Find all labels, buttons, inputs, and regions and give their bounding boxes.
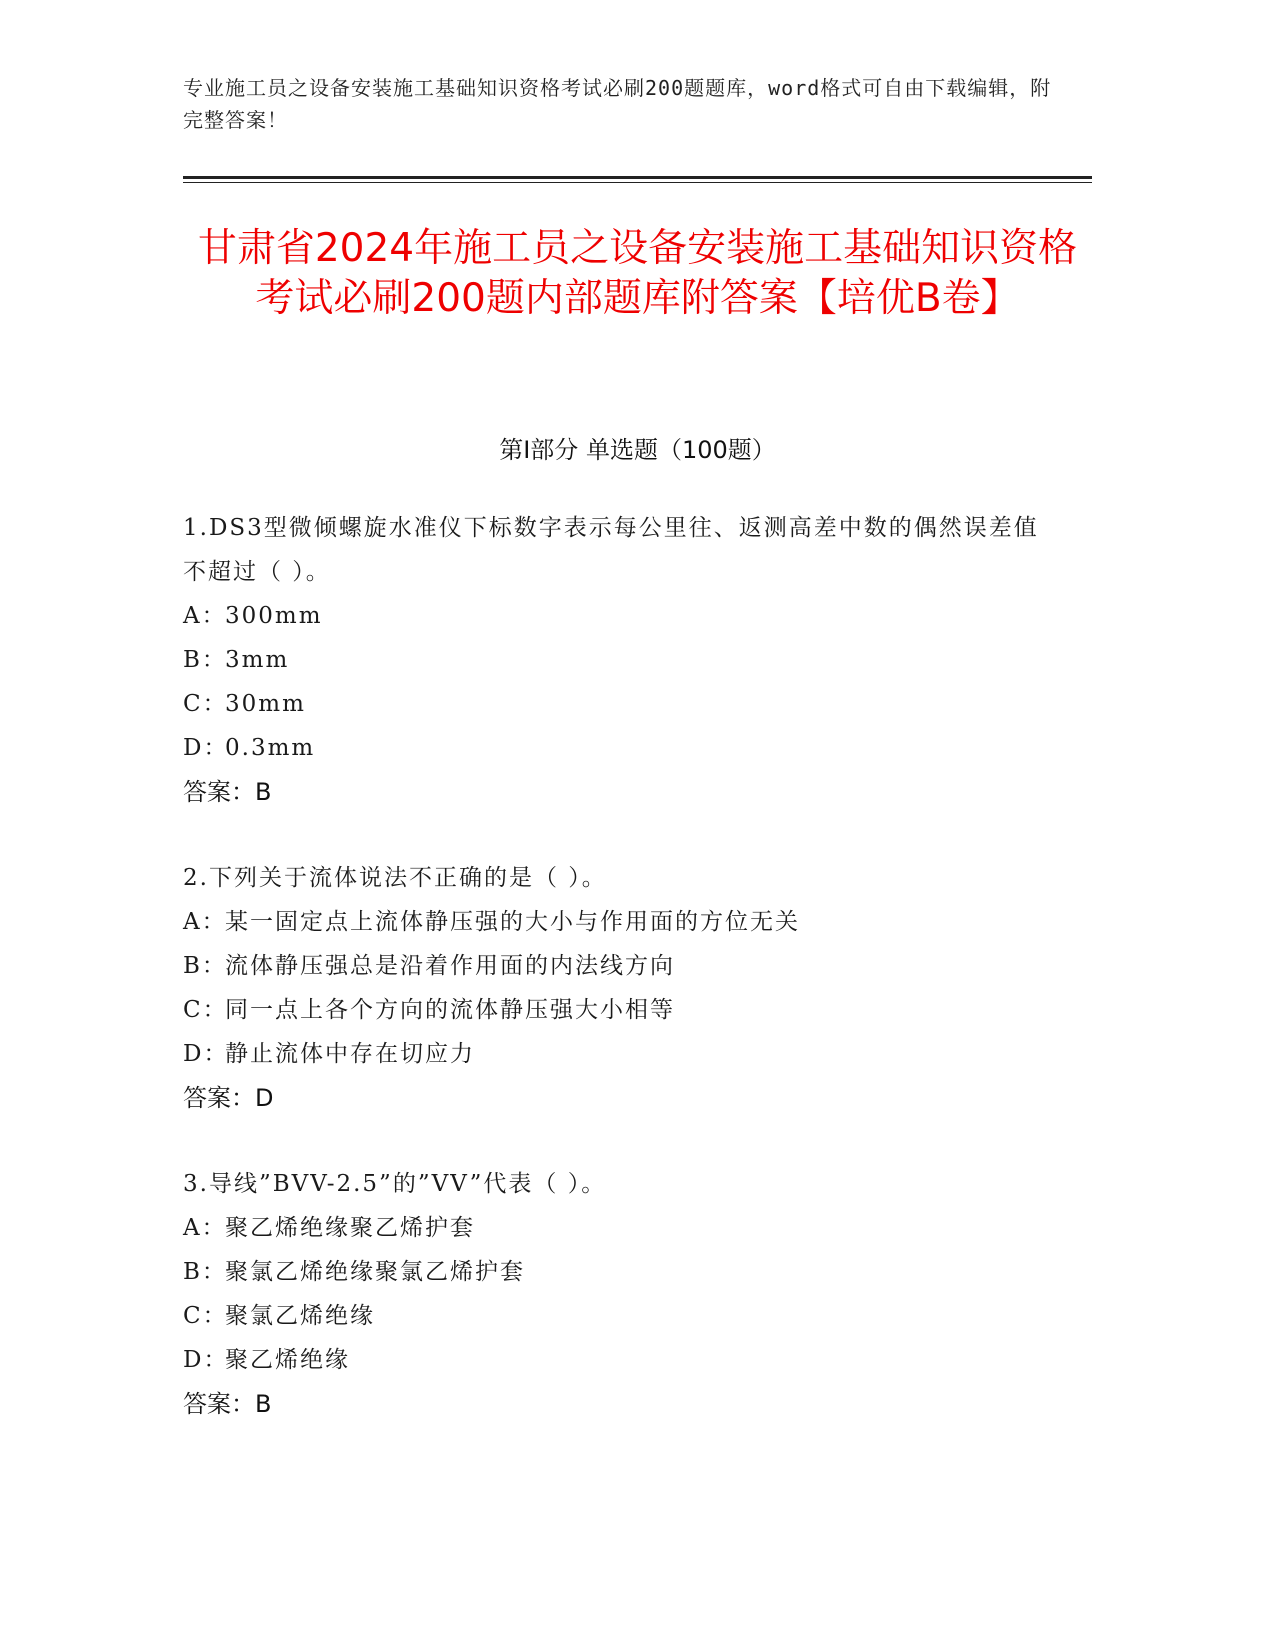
option-c	[183, 988, 1063, 1032]
question-stem: 2.下列关于流体说法不正确的是（ ）。	[183, 865, 607, 891]
option-b	[183, 1250, 1063, 1294]
option-text: 0.3mm	[225, 735, 316, 761]
option-d	[183, 1032, 1063, 1076]
header-note: 专业施工员之设备安装施工基础知识资格考试必刷200题题库，word格式可自由下载编辑，附完整答案！	[183, 76, 1052, 132]
question-block	[183, 1162, 1063, 1426]
option-key: A：	[183, 603, 227, 629]
option-text: 3mm	[225, 647, 290, 673]
option-c	[183, 1294, 1063, 1338]
option-text: 同一点上各个方向的流体静压强大小相等	[225, 997, 675, 1023]
document-title: 甘肃省2024年施工员之设备安装施工基础知识资格考试必刷200题内部题库附答案【培优B卷】	[197, 226, 1078, 321]
option-key: C：	[183, 997, 228, 1023]
header-divider-thin	[183, 182, 1092, 183]
option-text: 30mm	[225, 691, 306, 717]
option-text: 聚乙烯绝缘	[225, 1347, 350, 1373]
question-block	[183, 856, 1063, 1120]
section-heading: 第Ⅰ部分 单选题（100题）	[499, 436, 776, 464]
option-b	[183, 638, 1063, 682]
header-divider-thick	[183, 176, 1092, 179]
option-text: 聚乙烯绝缘聚乙烯护套	[225, 1215, 475, 1241]
option-key: B：	[183, 953, 227, 979]
option-text: 流体静压强总是沿着作用面的内法线方向	[225, 953, 675, 979]
question-block	[183, 506, 1063, 814]
option-d	[183, 726, 1063, 770]
answer-line: 答案：B	[183, 1390, 272, 1418]
option-b	[183, 944, 1063, 988]
answer-line: 答案：D	[183, 1084, 274, 1112]
option-text: 某一固定点上流体静压强的大小与作用面的方位无关	[225, 909, 800, 935]
option-a	[183, 900, 1063, 944]
option-key: D：	[183, 1347, 229, 1373]
option-c	[183, 682, 1063, 726]
option-text: 聚氯乙烯绝缘	[225, 1303, 375, 1329]
option-key: B：	[183, 647, 227, 673]
answer-line: 答案：B	[183, 778, 272, 806]
option-key: A：	[183, 909, 227, 935]
option-key: C：	[183, 691, 228, 717]
option-key: D：	[183, 1041, 229, 1067]
option-a	[183, 594, 1063, 638]
question-stem: 1.DS3型微倾螺旋水准仪下标数字表示每公里往、返测高差中数的偶然误差值不超过（ ）。	[183, 515, 1039, 585]
option-key: B：	[183, 1259, 227, 1285]
option-text: 静止流体中存在切应力	[225, 1041, 475, 1067]
option-a	[183, 1206, 1063, 1250]
option-text: 300mm	[225, 603, 323, 629]
option-key: A：	[183, 1215, 227, 1241]
option-d	[183, 1338, 1063, 1382]
option-text: 聚氯乙烯绝缘聚氯乙烯护套	[225, 1259, 525, 1285]
option-key: D：	[183, 735, 229, 761]
question-stem: 3.导线”BVV-2.5”的”VV”代表（ ）。	[183, 1171, 607, 1197]
option-key: C：	[183, 1303, 228, 1329]
